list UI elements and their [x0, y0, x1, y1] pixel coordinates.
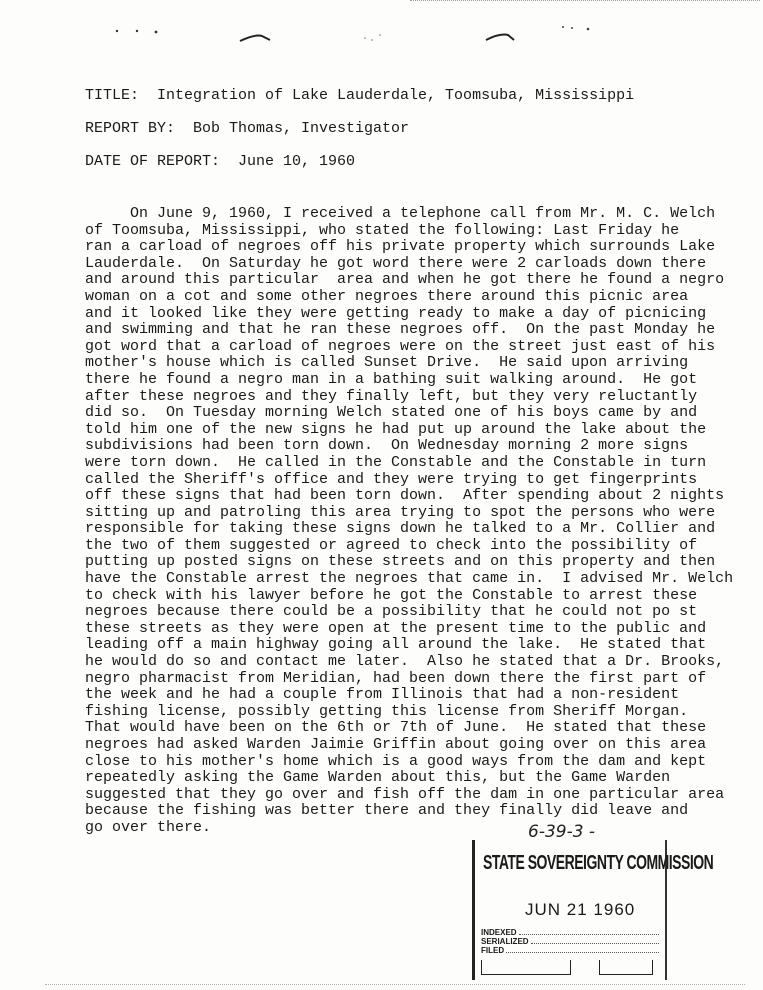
body-line: subdivisions had been torn down. On Wednesday morning 2 more signs: [85, 437, 689, 455]
stamp-box-right: [599, 960, 653, 975]
body-line: go over there.: [85, 818, 212, 836]
stamp-box-left: [481, 960, 571, 975]
receipt-stamp: [472, 840, 714, 980]
stamp-field-filed: FILED: [481, 946, 659, 955]
body-line: he would do so and contact me later. Also he stated that a Dr. Brooks,: [85, 653, 725, 671]
body-line: called the Sheriff's office and they were trying to get fingerprints: [85, 470, 698, 488]
body-line: negro pharmacist from Meridian, had been down there the first part of: [85, 669, 707, 687]
body-line: got word that a carload of negroes were on the street just east of his: [85, 337, 716, 355]
body-line: ran a carload of negroes off his private property which surrounds Lake: [85, 238, 716, 256]
stamp-title: STATE SOVEREIGNTY COMMISSION: [483, 850, 714, 874]
body-line: close to his mother's home which is a good ways from the dam and kept: [85, 752, 707, 770]
body-line: mother's house which is called Sunset Drive. He said upon arriving: [85, 354, 689, 372]
stamp-boxes: [481, 960, 661, 978]
body-line: sitting up and patroling this area trying to spot the persons who were: [85, 503, 716, 521]
stamp-fields: [481, 928, 659, 955]
body-line: suggested that they go over and fish off the dam in one particular area: [85, 785, 725, 803]
body-line: because the fishing was better there and they finally did leave and: [85, 802, 689, 820]
body-line: putting up posted signs on these streets and on this property and then: [85, 553, 716, 571]
body-line: and swimming and that he ran these negroes off. On the past Monday he: [85, 321, 716, 339]
report-author: REPORT BY: Bob Thomas, Investigator: [85, 120, 410, 137]
bottom-edge-dots: [45, 984, 745, 987]
stamp-field-indexed: INDEXED: [481, 928, 659, 937]
body-line: Lauderdale. On Saturday he got word there were 2 carloads down there: [85, 254, 707, 272]
body-line: to check with his lawyer before he got the Constable to arrest these: [85, 586, 698, 604]
body-line: have the Constable arrest the negroes that came in. I advised Mr. Welch: [85, 570, 734, 588]
body-line: did so. On Tuesday morning Welch stated one of his boys came by and: [85, 404, 698, 422]
body-line: after these negroes and they finally left, but they very reluctantly: [85, 387, 698, 405]
body-line: woman on a cot and some other negroes there around this picnic area: [85, 287, 689, 305]
body-line: told him one of the new signs he had put up around the lake about the: [85, 420, 707, 438]
body-line: the two of them suggested or agreed to check into the possibility of: [85, 536, 698, 554]
body-line: fishing license, possibly getting this license from Sheriff Morgan.: [85, 702, 689, 720]
stamp-date: JUN 21 1960: [525, 900, 636, 919]
body-line: That would have been on the 6th or 7th of June. He stated that these: [85, 719, 707, 737]
body-line: negroes because there could be a possibility that he could not po st: [85, 603, 698, 621]
body-line: off these signs that had been torn down. After spending about 2 nights: [85, 487, 725, 505]
body-line: and it looked like they were getting ready to make a day of picnicing: [85, 304, 707, 322]
body-line: and around this particular area and when he got there he found a negro: [85, 271, 725, 289]
handwritten-file-number: 6-39-3 -: [528, 822, 596, 842]
body-line: negroes had asked Warden Jaimie Griffin about going over on this area: [85, 736, 707, 753]
body-line: these streets as they were open at the present time to the public and: [85, 619, 707, 637]
body-line: there he found a negro man in a bathing suit walking around. He got: [85, 370, 698, 388]
report-body: [85, 206, 745, 837]
stamp-field-serialized: SERIALIZED: [481, 937, 659, 946]
scan-marks: [0, 0, 763, 60]
body-line: were torn down. He called in the Constable and the Constable in turn: [85, 453, 707, 471]
body-line: of Toomsuba, Mississippi, who stated the following: Last Friday he: [85, 221, 680, 239]
body-line: On June 9, 1960, I received a telephone call from Mr. M. C. Welch: [85, 205, 716, 222]
body-line: leading off a main highway going all around the lake. He stated that: [85, 636, 707, 654]
body-line: responsible for taking these signs down he talked to a Mr. Collier and: [85, 520, 716, 538]
report-title: TITLE: Integration of Lake Lauderdale, Toomsuba, Mississippi: [85, 87, 635, 104]
report-date: DATE OF REPORT: June 10, 1960: [85, 153, 356, 170]
body-line: repeatedly asking the Game Warden about this, but the Game Warden: [85, 769, 671, 787]
body-line: the week and he had a couple from Illinois that had a non-resident: [85, 686, 680, 704]
